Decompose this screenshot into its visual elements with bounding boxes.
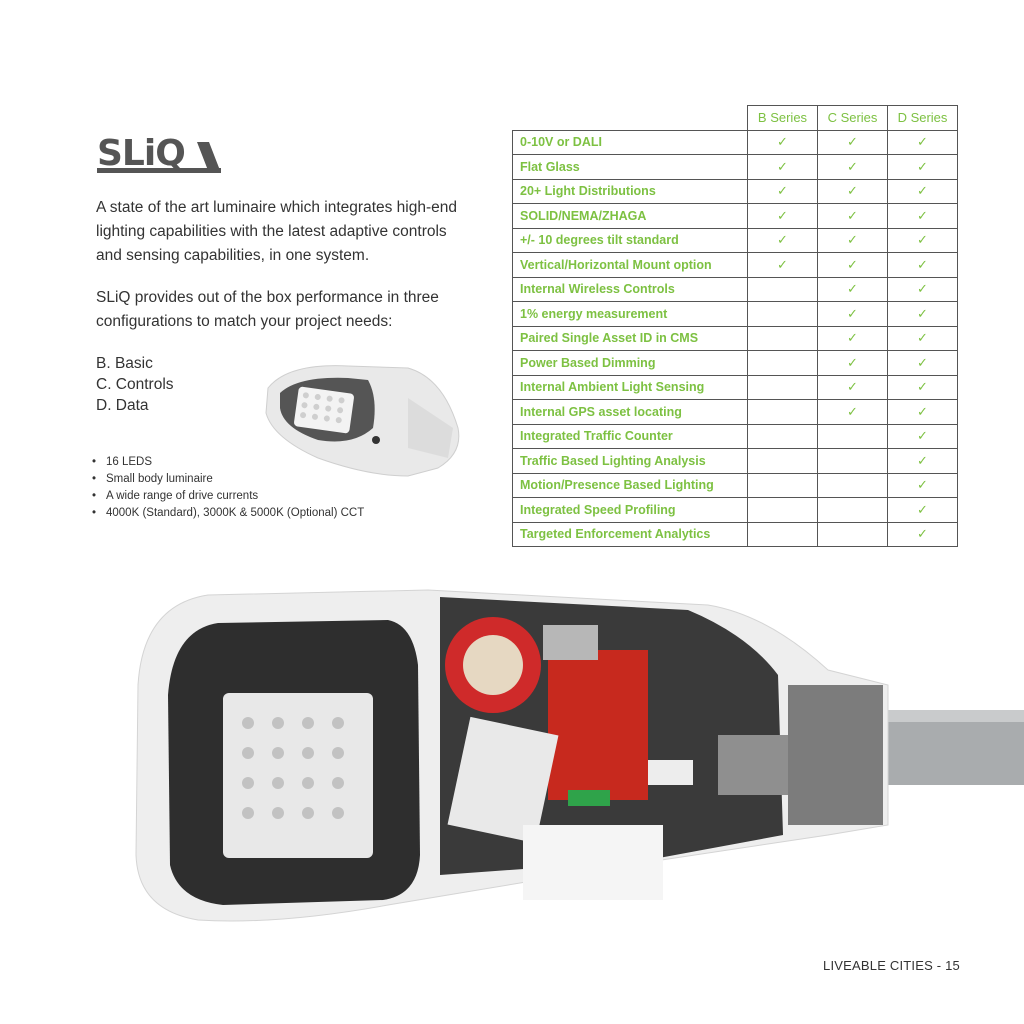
- page-footer: LIVEABLE CITIES - 15: [823, 958, 960, 973]
- logo-text: SLiQ: [97, 133, 185, 174]
- check-cell-c-series: ✓: [818, 351, 888, 376]
- check-cell-b-series: [748, 351, 818, 376]
- feature-label: Flat Glass: [513, 155, 748, 180]
- check-cell-c-series: ✓: [818, 228, 888, 253]
- feature-label: Integrated Speed Profiling: [513, 498, 748, 523]
- bullet-item: • 4000K (Standard), 3000K & 5000K (Optional) CCT: [92, 505, 364, 522]
- feature-label: 20+ Light Distributions: [513, 179, 748, 204]
- check-cell-b-series: ✓: [748, 228, 818, 253]
- table-row: [513, 277, 958, 302]
- check-cell-b-series: [748, 522, 818, 547]
- bullet-item: • 16 LEDS: [92, 454, 364, 471]
- check-cell-b-series: [748, 400, 818, 425]
- feature-label: SOLID/NEMA/ZHAGA: [513, 204, 748, 229]
- check-cell-d-series: ✓: [888, 375, 958, 400]
- check-cell-d-series: ✓: [888, 179, 958, 204]
- check-cell-b-series: [748, 498, 818, 523]
- config-data: D. Data: [96, 397, 149, 414]
- feature-label: Internal Ambient Light Sensing: [513, 375, 748, 400]
- check-cell-b-series: ✓: [748, 204, 818, 229]
- config-basic: B. Basic: [96, 355, 153, 372]
- check-cell-c-series: ✓: [818, 302, 888, 327]
- check-cell-d-series: ✓: [888, 351, 958, 376]
- table-row: [513, 302, 958, 327]
- check-cell-d-series: ✓: [888, 449, 958, 474]
- check-cell-b-series: [748, 424, 818, 449]
- feature-label: Integrated Traffic Counter: [513, 424, 748, 449]
- table-row: [513, 375, 958, 400]
- column-header-b-series: B Series: [748, 106, 818, 131]
- intro-text: [96, 196, 476, 352]
- check-cell-c-series: ✓: [818, 326, 888, 351]
- column-header-d-series: D Series: [888, 106, 958, 131]
- check-cell-c-series: ✓: [818, 253, 888, 278]
- table-row: [513, 424, 958, 449]
- check-cell-c-series: ✓: [818, 204, 888, 229]
- intro-paragraph-2: SLiQ provides out of the box performance in three configurations to match your project needs:: [96, 289, 439, 330]
- table-row: [513, 155, 958, 180]
- feature-label: +/- 10 degrees tilt standard: [513, 228, 748, 253]
- table-row: [513, 473, 958, 498]
- column-header-c-series: C Series: [818, 106, 888, 131]
- check-cell-c-series: ✓: [818, 155, 888, 180]
- check-cell-c-series: ✓: [818, 400, 888, 425]
- table-row: [513, 253, 958, 278]
- feature-label: Vertical/Horizontal Mount option: [513, 253, 748, 278]
- table-row: [513, 522, 958, 547]
- table-row: [513, 498, 958, 523]
- feature-label: Internal Wireless Controls: [513, 277, 748, 302]
- check-cell-d-series: ✓: [888, 302, 958, 327]
- check-cell-d-series: ✓: [888, 155, 958, 180]
- feature-label: Internal GPS asset locating: [513, 400, 748, 425]
- feature-label: Motion/Presence Based Lighting: [513, 473, 748, 498]
- check-cell-c-series: ✓: [818, 130, 888, 155]
- check-cell-d-series: ✓: [888, 130, 958, 155]
- check-cell-b-series: [748, 302, 818, 327]
- table-row: [513, 400, 958, 425]
- check-cell-d-series: ✓: [888, 228, 958, 253]
- check-cell-b-series: ✓: [748, 253, 818, 278]
- check-cell-d-series: ✓: [888, 400, 958, 425]
- check-cell-d-series: ✓: [888, 424, 958, 449]
- check-cell-c-series: [818, 473, 888, 498]
- feature-label: 1% energy measurement: [513, 302, 748, 327]
- table-row: [513, 449, 958, 474]
- table-header-blank: [513, 106, 748, 131]
- feature-label: Targeted Enforcement Analytics: [513, 522, 748, 547]
- check-cell-c-series: [818, 449, 888, 474]
- table-row: [513, 179, 958, 204]
- check-cell-d-series: ✓: [888, 326, 958, 351]
- check-cell-b-series: ✓: [748, 155, 818, 180]
- check-cell-b-series: [748, 449, 818, 474]
- check-cell-d-series: ✓: [888, 522, 958, 547]
- config-list: [96, 353, 174, 416]
- bullet-item: • Small body luminaire: [92, 471, 364, 488]
- bullet-item: • A wide range of drive currents: [92, 488, 364, 505]
- check-cell-b-series: ✓: [748, 179, 818, 204]
- table-row: [513, 130, 958, 155]
- intro-paragraph-1: A state of the art luminaire which integrates high-end lighting capabilities with the latest adaptive controls and sensing capabilities, in one system.: [96, 199, 458, 264]
- check-cell-d-series: ✓: [888, 253, 958, 278]
- check-cell-b-series: [748, 375, 818, 400]
- check-cell-b-series: [748, 326, 818, 351]
- check-cell-d-series: ✓: [888, 498, 958, 523]
- feature-label: Paired Single Asset ID in CMS: [513, 326, 748, 351]
- series-comparison-table: [512, 105, 958, 547]
- sliq-logo: [97, 128, 221, 176]
- table-header-row: [513, 106, 958, 131]
- check-cell-c-series: [818, 424, 888, 449]
- feature-label: Power Based Dimming: [513, 351, 748, 376]
- check-cell-c-series: ✓: [818, 277, 888, 302]
- check-cell-d-series: ✓: [888, 204, 958, 229]
- check-cell-c-series: [818, 498, 888, 523]
- luminaire-interior-image: [128, 575, 1024, 930]
- feature-label: Traffic Based Lighting Analysis: [513, 449, 748, 474]
- check-cell-c-series: ✓: [818, 375, 888, 400]
- check-cell-c-series: [818, 522, 888, 547]
- feature-bullets: [92, 454, 364, 522]
- table-row: [513, 204, 958, 229]
- table-row: [513, 228, 958, 253]
- check-cell-b-series: ✓: [748, 130, 818, 155]
- table-row: [513, 351, 958, 376]
- check-cell-c-series: ✓: [818, 179, 888, 204]
- check-cell-d-series: ✓: [888, 277, 958, 302]
- check-cell-b-series: [748, 277, 818, 302]
- feature-label: 0-10V or DALI: [513, 130, 748, 155]
- check-cell-b-series: [748, 473, 818, 498]
- check-cell-d-series: ✓: [888, 473, 958, 498]
- config-controls: C. Controls: [96, 376, 174, 393]
- table-body: [513, 130, 958, 547]
- table-row: [513, 326, 958, 351]
